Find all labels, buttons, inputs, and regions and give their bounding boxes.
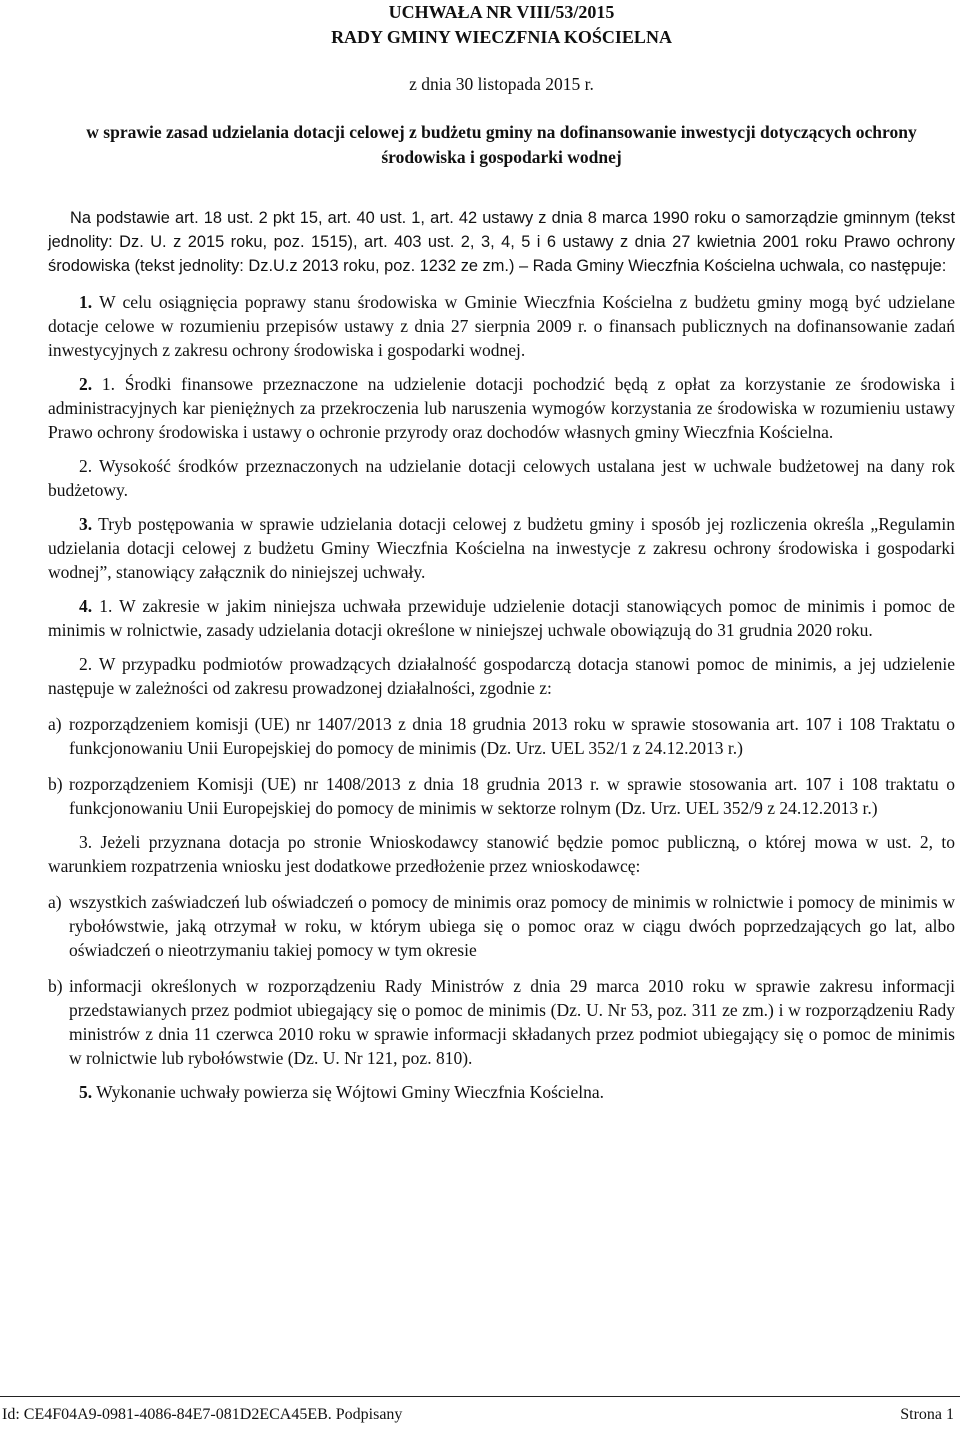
list-item-text: rozporządzeniem Komisji (UE) nr 1408/2013 z dnia 18 grudnia 2013 r. w sprawie stosowania art. 107 i 108 traktatu o funkcjonowaniu Unii Europejskiej do pomocy de minimis w sektorze rolnym (Dz. Urz. UEL 352/9 z 24.12.2013 r.) — [69, 774, 955, 818]
list-item-label: a) — [48, 892, 62, 912]
paragraph-1 — [48, 290, 955, 362]
paragraph-4-section-1-text: 1. W zakresie w jakim niniejsza uchwała przewiduje udzielenie dotacji stanowiących pomoc de minimis i pomoc de minimis w rolnictwie, zasady udzielania dotacji określone w niniejszej uchwale obowiązują do 31 grudnia 2020 roku. — [48, 596, 955, 640]
list-item-text: wszystkich zaświadczeń lub oświadczeń o pomocy de minimis oraz pomocy de minimis w rolnictwie i pomocy de minimis w rybołówstwie, jaką otrzymał w roku, w którym ubiega się o pomoc oraz w ciągu dwóch poprzedzających go lat, albo oświadczeń o nieotrzymaniu takiej pomocy w tym okresie — [69, 892, 955, 960]
paragraph-5 — [48, 1080, 955, 1104]
paragraph-1-number: 1. — [79, 292, 93, 312]
list-item-label: b) — [48, 976, 63, 996]
resolution-subject: w sprawie zasad udzielania dotacji celowej z budżetu gminy na dofinansowanie inwestycji dotyczących ochrony środowiska i gospodarki wodnej — [86, 122, 917, 167]
document-page — [48, 0, 955, 1104]
paragraph-5-text: Wykonanie uchwały powierza się Wójtowi Gminy Wieczfnia Kościelna. — [92, 1082, 605, 1102]
list-item — [48, 890, 955, 962]
document-id: Id: CE4F04A9-0981-4086-84E7-081D2ECA45EB. Podpisany — [2, 1406, 403, 1423]
paragraph-5-number: 5. — [79, 1082, 93, 1102]
resolution-number: UCHWAŁA NR VIII/53/2015 — [388, 2, 615, 22]
paragraph-1-text: W celu osiągnięcia poprawy stanu środowiska w Gminie Wieczfnia Kościelna z budżetu gminy mogą być udzielane dotacje celowe w rozumieniu przepisów ustawy z dnia 27 sierpnia 2009 r. o finansach publicznych na dofinansowanie zadań inwestycyjnych z zakresu ochrony środowiska i gospodarki wodnej. — [48, 292, 955, 360]
paragraph-3-text: Tryb postępowania w sprawie udzielania dotacji celowej z budżetu gminy i sposób jej rozliczenia określa „Regulamin udzielania dotacji celowej z budżetu Gminy Wieczfnia Kościelna na inwestycje z zakresu ochrony środowiska i gospodarki wodnej”, stanowiący załącznik do niniejszej uchwały. — [48, 514, 955, 582]
list-item-text: informacji określonych w rozporządzeniu Rady Ministrów z dnia 29 marca 2010 roku w sprawie zakresu informacji przedstawianych przez podmiot ubiegający się o pomoc de minimis (Dz. U. Nr 53, poz. 311 ze zm.) i w rozporządzeniu Rady ministrów z dnia 11 czerwca 2010 roku w sprawie informacji składanych przez podmiot ubiegający się o pomoc de minimis w rolnictwie lub rybołówstwie (Dz. U. Nr 121, poz. 810). — [69, 976, 955, 1068]
list-item — [48, 974, 955, 1070]
paragraph-4-section-1 — [48, 594, 955, 642]
list-item — [48, 772, 955, 820]
paragraph-4-section-3: 3. Jeżeli przyznana dotacja po stronie Wnioskodawcy stanowić będzie pomoc publiczną, o której mowa w ust. 2, to warunkiem rozpatrzenia wniosku jest dodatkowe przedłożenie przez wnioskodawcę: — [48, 832, 955, 876]
paragraph-2-section-1 — [48, 372, 955, 444]
paragraph-2-number: 2. — [79, 374, 93, 394]
page-footer — [0, 1396, 960, 1430]
page-number: Strona 1 — [900, 1406, 954, 1423]
paragraph-2-section-2: 2. Wysokość środków przeznaczonych na udzielanie dotacji celowych ustalana jest w uchwale budżetowej na dany rok budżetowy. — [48, 456, 955, 500]
list-item-label: b) — [48, 774, 63, 794]
resolution-date: z dnia 30 listopada 2015 r. — [409, 74, 594, 94]
list-item — [48, 712, 955, 760]
paragraph-3 — [48, 512, 955, 584]
paragraph-4-section-2: 2. W przypadku podmiotów prowadzących działalność gospodarczą dotacja stanowi pomoc de minimis, a jej udzielenie następuje w zależności od zakresu prowadzonej działalności, zgodnie z: — [48, 654, 955, 698]
preamble: Na podstawie art. 18 ust. 2 pkt 15, art. 40 ust. 1, art. 42 ustawy z dnia 8 marca 1990 roku o samorządzie gminnym (tekst jednolity: Dz. U. z 2015 roku, poz. 1515), art. 403 ust. 2, 3, 4, 5 i 6 ustawy z dnia 27 kwietnia 2001 roku Prawo ochrony środowiska (tekst jednolity: Dz.U.z 2013 roku, poz. 1232 ze zm.) – Rada Gminy Wieczfnia Kościelna uchwala, co następuje: — [48, 209, 955, 275]
list-item-label: a) — [48, 714, 62, 734]
council-name: RADY GMINY WIECZFNIA KOŚCIELNA — [331, 27, 672, 47]
paragraph-3-number: 3. — [79, 514, 93, 534]
list-item-text: rozporządzeniem komisji (UE) nr 1407/2013 z dnia 18 grudnia 2013 roku w sprawie stosowania art. 107 i 108 Traktatu o funkcjonowaniu Unii Europejskiej do pomocy de minimis (Dz. Urz. UEL 352/1 z 24.12.2013 r.) — [69, 714, 955, 758]
paragraph-4-number: 4. — [79, 596, 93, 616]
paragraph-2-section-1-text: 1. Środki finansowe przeznaczone na udzielenie dotacji pochodzić będą z opłat za korzystanie ze środowiska i administracyjnych kar pieniężnych za przekroczenia lub naruszenia wymogów korzystania ze środowiska w rozumieniu ustawy Prawo ochrony środowiska i ustawy o ochronie przyrody oraz dochodów własnych gminy Wieczfnia Kościelna. — [48, 374, 955, 442]
